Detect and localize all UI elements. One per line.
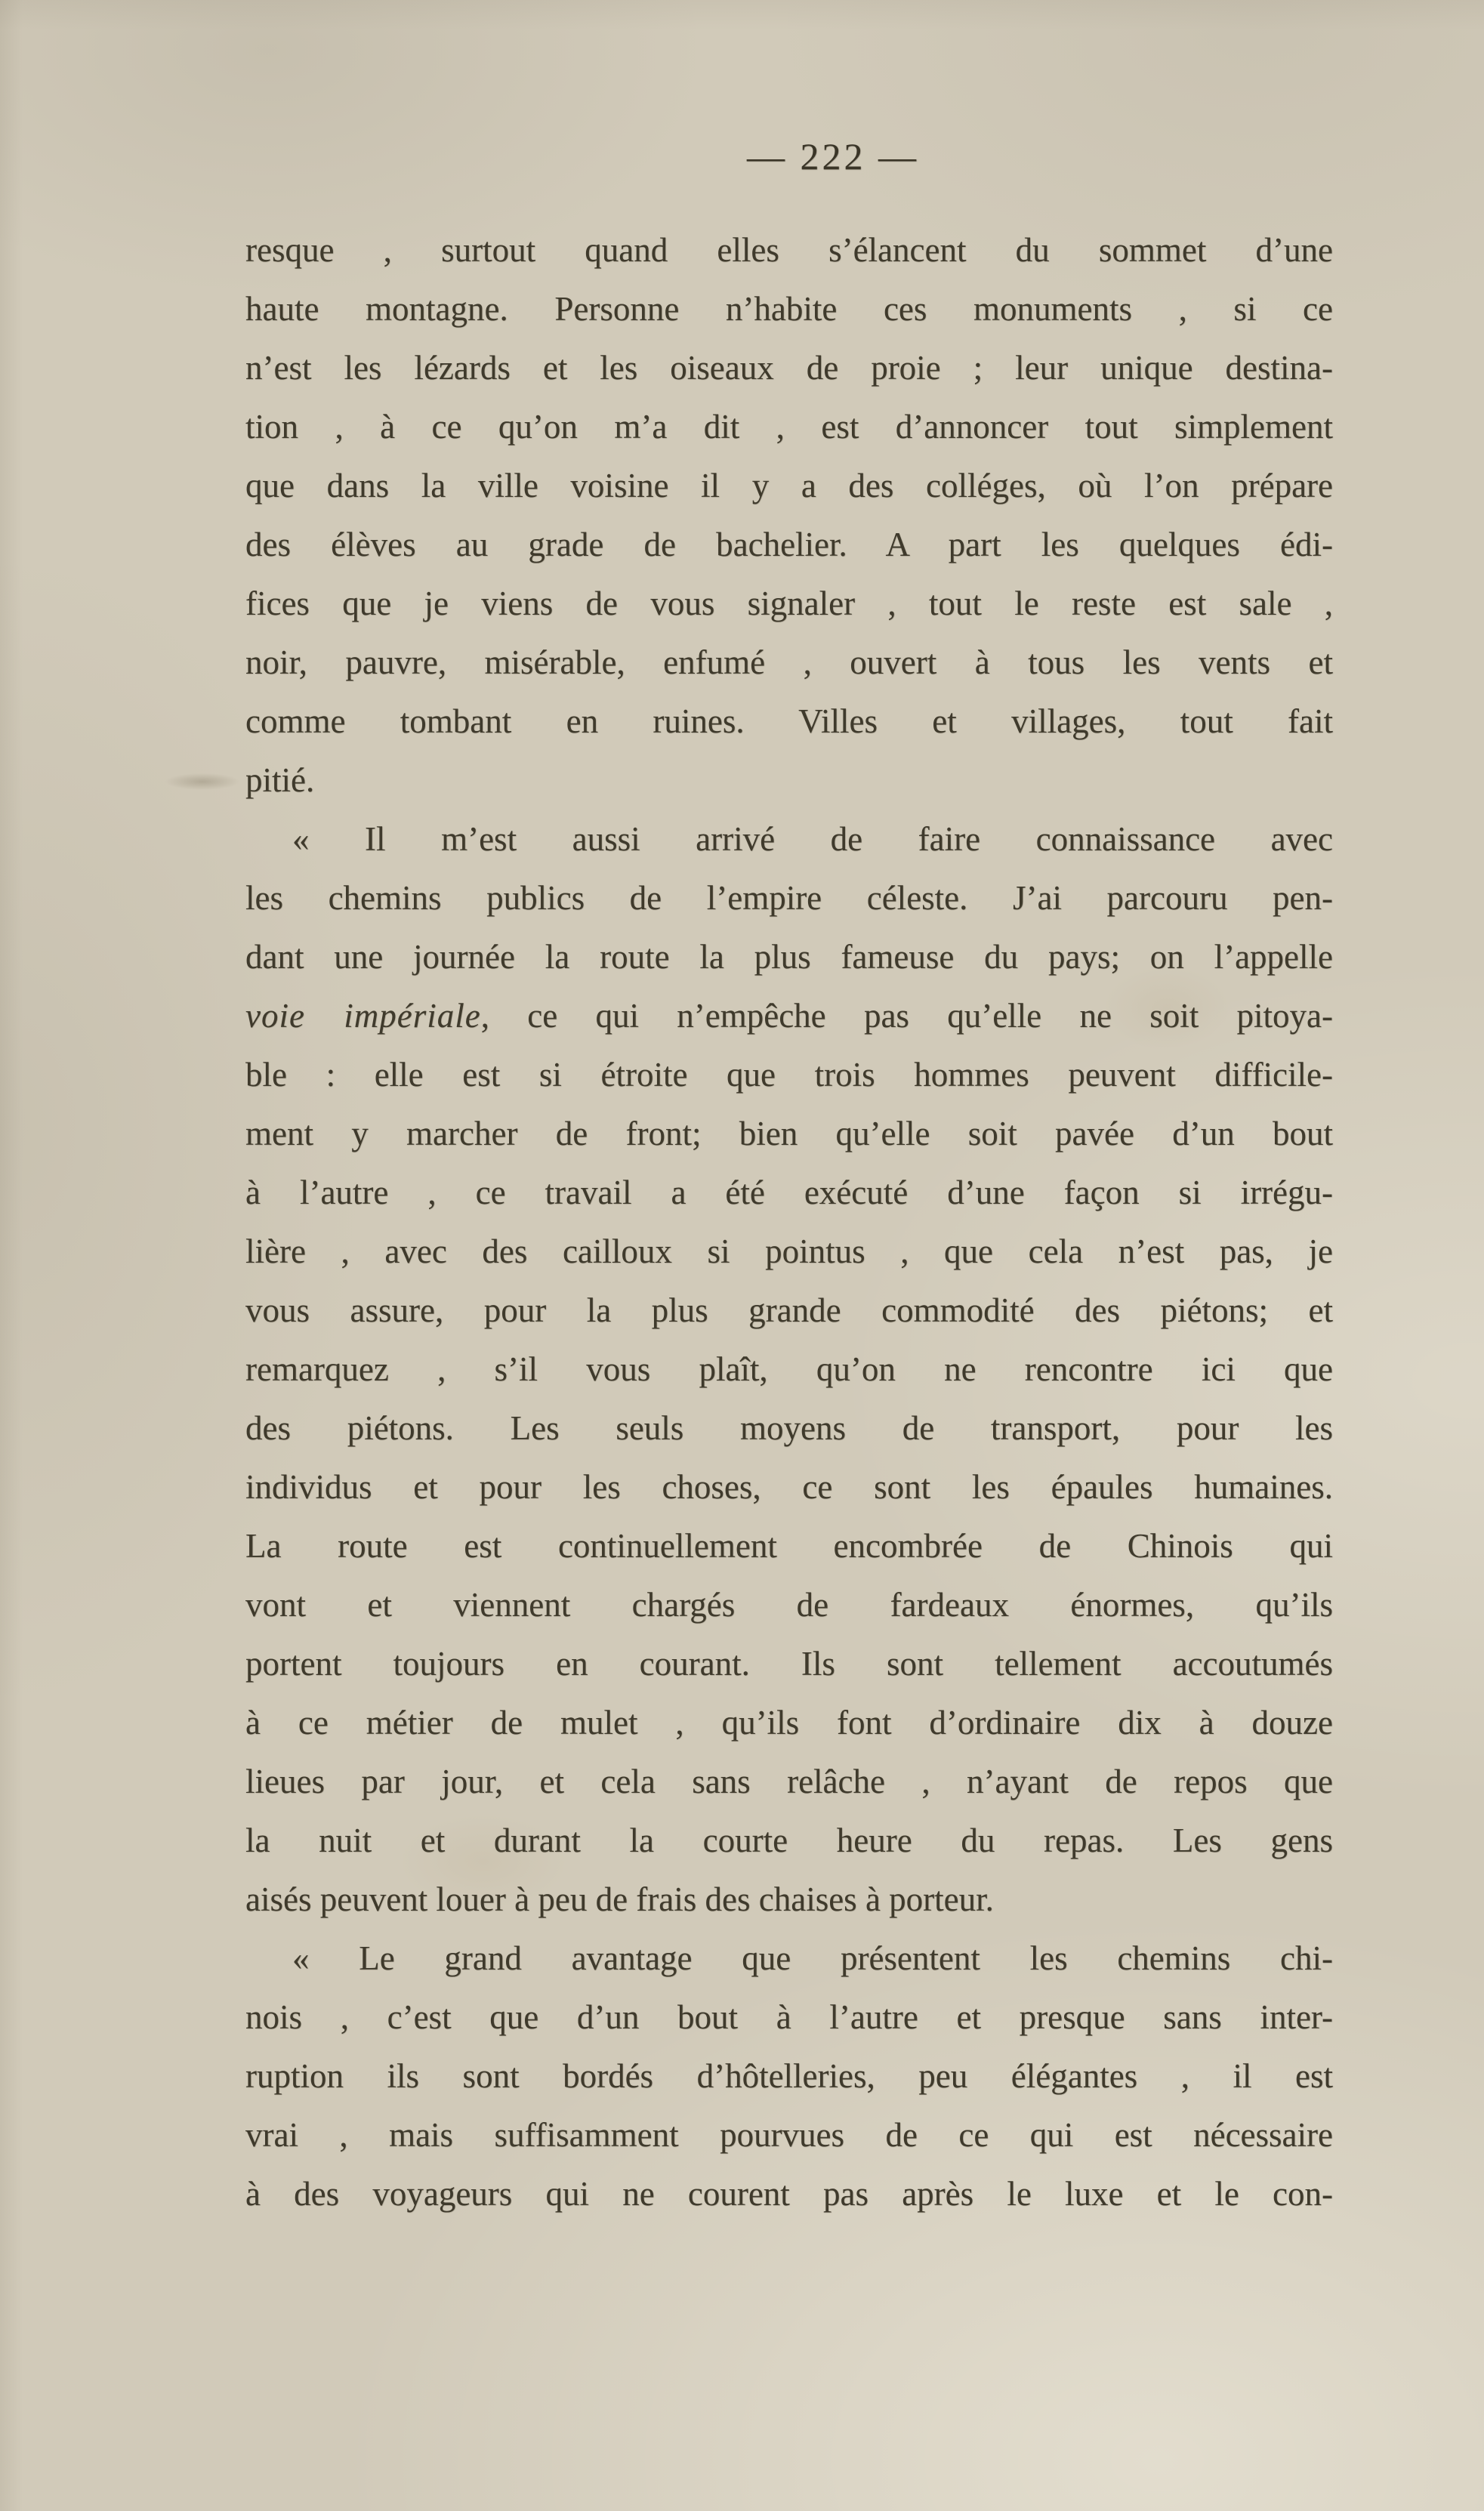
text-line: la nuit et durant la courte heure du repas. Les gens: [245, 1822, 1333, 1859]
text-line: noir, pauvre, misérable, enfumé , ouvert à tous les vents et: [245, 643, 1333, 681]
text-line: remarquez , s’il vous plaît, qu’on ne rencontre ici que: [245, 1350, 1333, 1388]
text-line: haute montagne. Personne n’habite ces monuments , si ce: [245, 290, 1333, 328]
text-line: fices que je viens de vous signaler , tout le reste est sale ,: [245, 585, 1333, 622]
text-line: ruption ils sont bordés d’hôtelleries, peu élégantes , il est: [245, 2057, 1333, 2095]
text-line: à des voyageurs qui ne courent pas après le luxe et le con-: [245, 2175, 1333, 2213]
text-line: que dans la ville voisine il y a des colléges, où l’on prépare: [245, 467, 1333, 504]
text-line: comme tombant en ruines. Villes et villages, tout fait: [245, 702, 1333, 740]
text-line: des piétons. Les seuls moyens de transport, pour les: [245, 1409, 1333, 1447]
text-line: lière , avec des cailloux si pointus , que cela n’est pas, je: [245, 1232, 1333, 1270]
text-line: « Il m’est aussi arrivé de faire connaissance avec: [292, 820, 1333, 858]
text-line: lieues par jour, et cela sans relâche , n’ayant de repos que: [245, 1763, 1333, 1800]
text-line: voie impériale, ce qui n’empêche pas qu’elle ne soit pitoya-: [245, 997, 1333, 1035]
text-line: à l’autre , ce travail a été exécuté d’une façon si irrégu-: [245, 1174, 1333, 1211]
italic-phrase: voie impériale: [245, 997, 481, 1035]
text-line: ment y marcher de front; bien qu’elle soit pavée d’un bout: [245, 1115, 1333, 1152]
text-line: vous assure, pour la plus grande commodité des piétons; et: [245, 1291, 1333, 1329]
text-line: des élèves au grade de bachelier. A part les quelques édi-: [245, 526, 1333, 563]
text-line: les chemins publics de l’empire céleste. J’ai parcouru pen-: [245, 879, 1333, 917]
text-line: n’est les lézards et les oiseaux de proie ; leur unique destina-: [245, 349, 1333, 387]
text-block: [245, 221, 1333, 2223]
page-number: — 222 —: [747, 135, 919, 177]
text-line: « Le grand avantage que présentent les chemins chi-: [292, 1939, 1333, 1977]
text-line: aisés peuvent louer à peu de frais des chaises à porteur.: [245, 1880, 994, 1918]
text-line: vrai , mais suffisamment pourvues de ce qui est nécessaire: [245, 2116, 1333, 2154]
text-line: tion , à ce qu’on m’a dit , est d’annoncer tout simplement: [245, 408, 1333, 446]
text-line: pitié.: [245, 761, 315, 799]
page-header: [289, 134, 1377, 178]
text-line: vont et viennent chargés de fardeaux énormes, qu’ils: [245, 1586, 1333, 1624]
text-line: La route est continuellement encombrée de Chinois qui: [245, 1527, 1333, 1565]
text-line: ble : elle est si étroite que trois hommes peuvent difficile-: [245, 1056, 1333, 1094]
text-line: nois , c’est que d’un bout à l’autre et presque sans inter-: [245, 1998, 1333, 2036]
text-line: portent toujours en courant. Ils sont tellement accoutumés: [245, 1645, 1333, 1683]
text-line: resque , surtout quand elles s’élancent du sommet d’une: [245, 231, 1333, 269]
text-line: individus et pour les choses, ce sont les épaules humaines.: [245, 1468, 1333, 1506]
text-line: dant une journée la route la plus fameuse du pays; on l’appelle: [245, 938, 1333, 976]
text-line: à ce métier de mulet , qu’ils font d’ordinaire dix à douze: [245, 1704, 1333, 1741]
